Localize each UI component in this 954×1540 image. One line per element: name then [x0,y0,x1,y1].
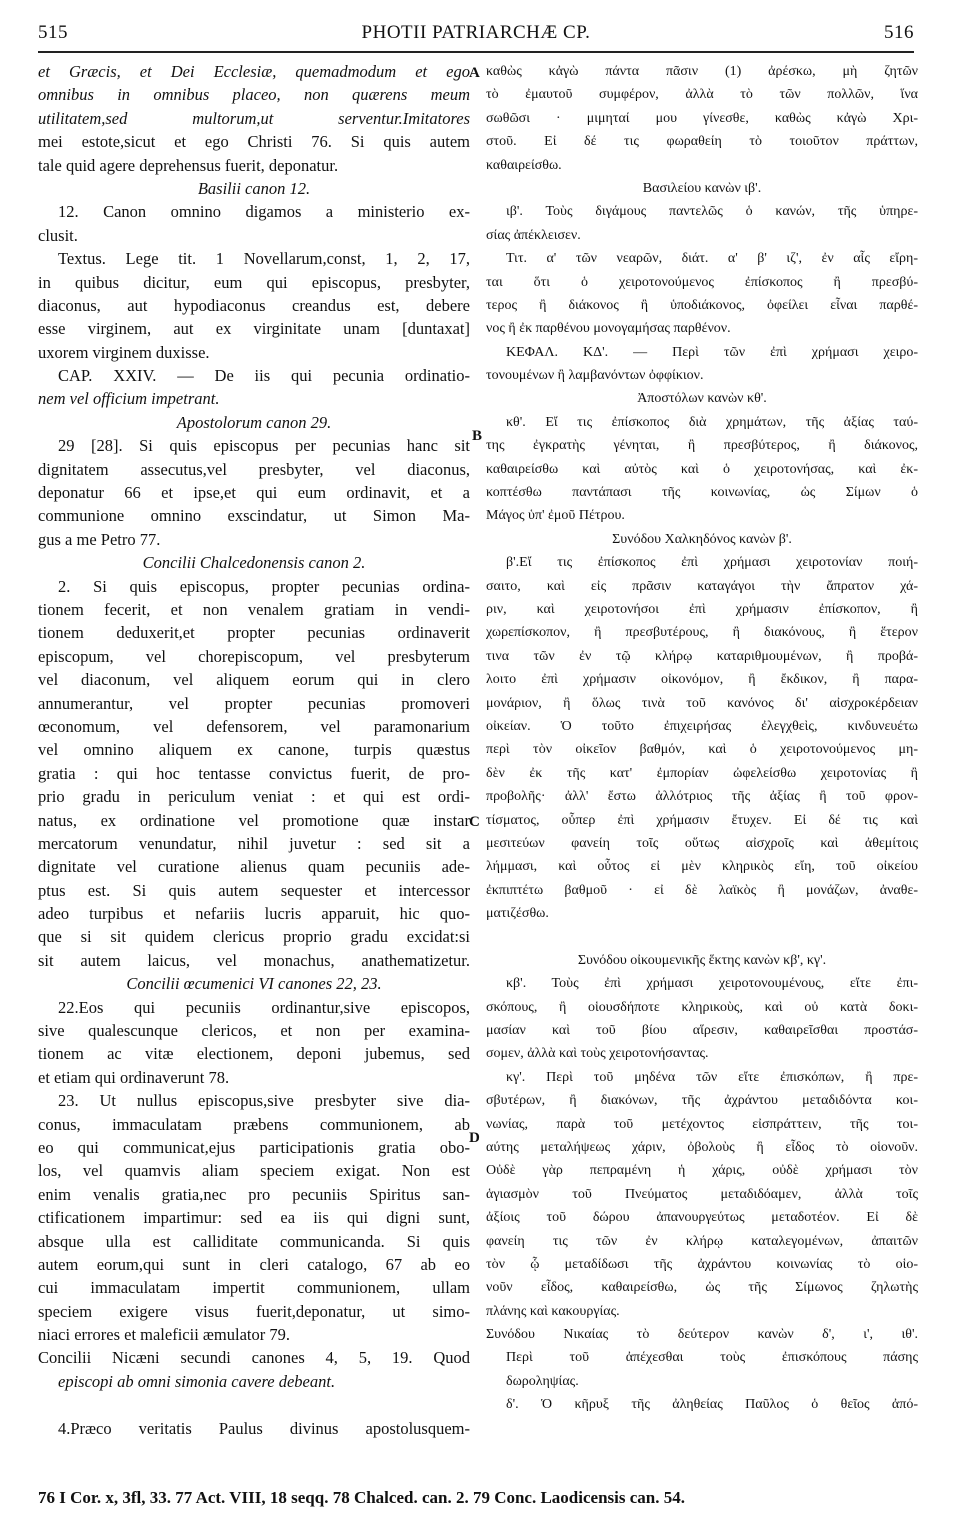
header-rule [38,51,914,53]
latin-text-line: natus, ex ordinatione vel promotione quæ instar [38,810,470,830]
latin-text-line: cui immaculatam impertit communionem, ullam [38,1278,470,1298]
latin-text-line: 22.Eos qui pecuniis ordinantur,sive episcopos, [58,997,470,1017]
margin-marker-d: D [469,1130,480,1146]
latin-text-line: communione omnino exscindatur, ut Simon Ma- [38,506,470,526]
greek-text-line: ΚΕΦΑΛ. ΚΔ'. — Περὶ τῶν ἐπὶ χρήμασι χειρο- [506,344,918,360]
greek-text-line: Συνόδου Χαλκηδόνος κανὼν β'. [612,531,792,547]
greek-text-line: κθ'. Εἴ τις ἐπίσκοπος διὰ χρημάτων, τῆς ἀξίας ταύ- [506,414,918,430]
greek-text-line: Οὐδὲ γὰρ πεπραμένη ἡ χάρις, οὐδὲ χρήμασι τὸν [486,1163,918,1179]
latin-text-line: que si sit quidem clericus proprio gradu excidat:si [38,927,470,947]
latin-text-line: 23. Ut nullus episcopus,sive presbyter sive dia- [58,1091,470,1111]
greek-text-line: κοπτέσθω παντάπασι τῆς κοινωνίας, ὡς Σίμων ὁ [486,485,918,501]
latin-text-line: dignitate vel curatione alienus quam pecuniis ade- [38,857,470,877]
greek-text-line: σωθῶσι · μιμηταί μου γίνεσθε, καθὼς κἀγὼ Χρι- [486,110,918,126]
latin-text-line: œconomum, vel defensorem, vel paramonarium [38,716,470,736]
latin-text-line: gus a me Petro 77. [38,529,161,549]
margin-marker-b: B [472,428,483,444]
latin-text-line: nem vel officium impetrant. [38,389,220,409]
margin-marker-a: A [469,65,480,81]
greek-text-line: πλάνης καὶ κακουργίας. [486,1303,620,1319]
greek-text-line: σαιτο, καὶ εἰς πρᾶσιν καταγάγοι τὴν ἄπρατον χά- [486,578,918,594]
latin-text-line: vel omnino aliquem ex canone, turpis quæstus [38,740,470,760]
greek-text-line: φανείη τις τῶν ἐν κλήρῳ καταλεγομένων, ἀπαιτῶν [486,1233,918,1249]
right-page-number: 516 [884,22,914,43]
latin-text-line: 2. Si quis episcopus, propter pecunias ordina- [58,576,470,596]
latin-column [38,60,470,1440]
latin-text-line: in quibus dicitur, eum qui episcopus, presbyter, [38,272,470,292]
latin-text-line: omnibus in omnibus placeo, non quærens meum [38,85,470,105]
greek-text-line: τὸν ᾧ μεταδίδωσι τῆς ἀχράντου κοινωνίας τὸ οἱο- [486,1256,918,1272]
greek-text-line: νος ἢ ἐκ παρθένου μονογαμήσας παρθένον. [486,321,731,337]
latin-text-line: tionem fecerit, et non venalem gratiam in vendi- [38,599,470,619]
greek-text-line: σομεν, ἀλλὰ καὶ τοὺς χειροτονήσαντας. [486,1046,709,1062]
greek-text-line: Συνόδου Νικαίας τὸ δεύτερον κανὼν δ', ι', ιθ'. [486,1327,918,1343]
latin-text-line: Concilii Nicæni secundi canones 4, 5, 19. Quod [38,1348,470,1368]
latin-text-line: enim venalis gratia,nec pro pecuniis Spiritus san- [38,1184,470,1204]
latin-text-line [38,1393,470,1416]
greek-text-line: τὸ ἐμαυτοῦ συμφέρον, ἀλλὰ τὸ τῶν πολλῶν, ἵνα [486,87,918,103]
latin-text-line: vel diaconum, vel aliquem eorum qui in clero [38,670,470,690]
latin-text-line: 29 [28]. Si quis episcopus per pecunias hanc sit [58,436,470,456]
greek-text-line: σίας ἀπέκλεισεν. [486,227,581,243]
latin-text-line: ptus est. Si quis autem sequester et intercessor [38,880,470,900]
latin-text-line: annumerantur, vel propter pecunias promoveri [38,693,470,713]
greek-text-line: περὶ τὸν οἰκεῖον βαθμόν, καὶ ὁ χειροτονούμενος μη- [486,742,918,758]
greek-text-line: νωνίας, παρὰ τοῦ μετέχοντος εἰσπράττειν, τῆς τοι- [486,1116,918,1132]
greek-text-line: καθαιρείσθω. [486,157,562,173]
latin-text-line: tionem deduxerit,et propter pecunias ordinaverit [38,623,470,643]
greek-column [486,60,918,1417]
latin-text-line: gratia : qui hoc tentasse convictus fuerit, de pro- [38,763,470,783]
greek-text-line: ριν, καὶ χειροτονήσοι ἐπὶ χρήμασιν ἐπίσκοπον, ἢ [486,601,918,617]
greek-text-line: της ἐγκρατὴς γένηται, ἢ πρεσβύτερος, ἢ διάκονος, [486,438,918,454]
greek-text-line: δὲν ἐκ τῆς κατ' ἐμπορίαν ὠφελείσθω χειροτονίας ἢ [486,765,918,781]
greek-text-line: μασίαν καὶ τοῦ βίου αἵρεσιν, καθαιρεῖσθαι προστάσ- [486,1023,918,1039]
latin-text-line: tale quid agere deprehensus fuerit, deponatur. [38,155,339,175]
latin-text-line: mercatorum venundatur, nihil juvetur : sed sit a [38,833,470,853]
latin-text-line: absque ulla est calliditate communicanda. Si quis [38,1231,470,1251]
latin-text-line: mei estote,sicut et ego Christi 76. Si quis autem [38,132,470,152]
greek-text-line: μονάριον, ἢ ὅλως τινὰ τοῦ κανόνος δι' αἰσχροκέρδειαν [486,695,918,711]
greek-text-line [486,925,918,948]
greek-text-line: τινα τῶν ἐν τῷ κλήρῳ καταριθμουμένων, ἢ προβά- [486,648,918,664]
greek-text-line: ἐκπιπτέτω βαθμοῦ · εἰ δὲ λαϊκὸς ἢ μονάζων, ἀναθε- [486,882,918,898]
greek-text-line: τονουμένων ἢ λαμβανόντων ὀφφίκιον. [486,368,704,384]
greek-text-line: β'.Εἴ τις ἐπίσκοπος ἐπὶ χρήμασι χειροτονίαν ποιή- [506,555,918,571]
greek-text-line: ιβ'. Τοὺς διγάμους παντελῶς ὁ κανών, τῆς ὑπηρε- [506,204,918,220]
greek-text-line: σβυτέρων, ἢ διακόνων, τῆς ἀχράντου μεταδιδόντα κοι- [486,1093,918,1109]
greek-text-line: Τιτ. α' τῶν νεαρῶν, διάτ. α' β' ιζ', ἐν αἷς εἴρη- [506,251,918,267]
latin-text-line: diaconus, aut hypodiaconus creandus est, debere [38,295,470,315]
greek-text-line: νοῦν εἶδος, καθαιρείσθω, ὡς τῆς Σίμωνος ζηλωτὴς [486,1280,918,1296]
page-header [38,14,914,50]
greek-text-line: αύτης μεταλήψεως χάριν, ὀβολοὺς ἢ εἶδος τὸ οἱονοῦν. [486,1139,918,1155]
latin-text-line: esse virginem, aut ex virginitate unam [duntaxat] [38,319,470,339]
latin-text-line: Basilii canon 12. [197,178,311,198]
latin-text-line: adeo turpibus et nefariis lucris apparuit, hic quo- [38,904,470,924]
latin-text-line: tionem ac vitæ electionem, deponi jubemus, sed [38,1044,470,1064]
greek-text-line: δ'. Ὁ κῆρυξ τῆς ἀληθείας Παῦλος ὁ θεῖος ἀπό- [506,1397,918,1413]
latin-text-line: Apostolorum canon 29. [176,412,332,432]
latin-text-line: Textus. Lege tit. 1 Novellarum,const, 1, 2, 17, [58,249,470,269]
latin-text-line: autem eorum,qui sunt in cleri catalogo, 67 ab eo [38,1254,470,1274]
latin-text-line: et etiam qui ordinaverunt 78. [38,1067,230,1087]
greek-text-line: Περὶ τοῦ ἀπέχεσθαι τοὺς ἐπισκόπους πάσης [506,1350,918,1366]
greek-text-line: ματιζέσθω. [486,906,549,922]
latin-text-line: 12. Canon omnino digamos a ministerio ex- [58,202,470,222]
greek-text-line: Ἀποστόλων κανὼν κθ'. [637,391,767,407]
latin-text-line: conus, immaculatam præbens communionem, ab [38,1114,470,1134]
greek-text-line: οἰκείαν. Ὁ τοῦτο ἐπιχειρήσας ἐλεγχθεὶς, κινδυνευέτω [486,718,918,734]
latin-text-line: CAP. XXIV. — De iis qui pecunia ordinatio- [58,366,470,386]
latin-text-line: uxorem virginem duxisse. [38,342,210,362]
greek-text-line: λοιτο ἐπὶ χρήμασιν οἰκονόμον, ἢ ἔκδικον, ἢ παρα- [486,672,918,688]
latin-text-line: eo qui communicat,ejus participationis gratia obo- [38,1137,470,1157]
greek-text-line: τίσματος, οὗπερ ἐπὶ χρήμασιν ἔτυχεν. Εἰ δέ τις καὶ [486,812,918,828]
latin-text-line: speciem exigere visus fuerit,deponatur, ut simo- [38,1301,470,1321]
greek-text-line: ται ὅτι ὁ χειροτονούμενος ἐπίσκοπος ἢ πρεσβύ- [486,274,918,290]
greek-text-line: κγ'. Περὶ τοῦ μηδένα τῶν εἴτε ἐπισκόπων, ἢ πρε- [506,1069,918,1085]
latin-text-line: utilitatem,sed multorum,ut serventur.Imitatores [38,108,470,128]
latin-text-line: episcopi ab omni simonia cavere debeant. [58,1371,336,1391]
latin-text-line: Concilii Chalcedonensis canon 2. [142,553,366,573]
latin-text-line: deponatur 66 et ipse,et qui eum ordinavit, et a [38,483,470,503]
greek-text-line: καθὼς κἀγὼ πάντα πᾶσιν (1) ἀρέσκω, μὴ ζητῶν [486,64,918,79]
greek-text-line: προβολῆς· ἀλλ' ἔστω ἀλλότριος τῆς ἀξίας ἢ τοῦ φρον- [486,789,918,805]
greek-text-line: Συνόδου οἰκουμενικῆς ἕκτης κανὼν κβ', κγ'. [577,952,827,968]
greek-text-line: ἀξίοις τοῦ δώρου ἀπανουργεύτως μεταδοτέον. Εἰ δὲ [486,1210,918,1226]
latin-text-line: Concilii œcumenici VI canones 22, 23. [126,974,382,994]
greek-text-line: ἁγιασμὸν τοῦ Πνεύματος μεταδιδόαμεν, ἀλλὰ τοῖς [486,1186,918,1202]
greek-text-line: στοῦ. Εἰ δέ τις φωραθείη τὸ τοιοῦτον πράττων, [486,134,918,150]
latin-text-line: sive qualescunque clericos, et non per examina- [38,1021,470,1041]
left-page-number: 515 [38,22,68,43]
greek-text-line: τερος ἢ διάκονος ἢ ὑποδιάκονος, ὀφείλει εἶναι παρθέ- [486,297,918,313]
running-title: PHOTII PATRIARCHÆ CP. [361,22,591,43]
latin-text-line: los, vel quamvis aliam speciem exigat. Non est [38,1161,470,1181]
footnotes: 76 I Cor. x, 3fl, 33. 77 Act. VIII, 18 seqq. 78 Chalced. can. 2. 79 Conc. Laodicensis can. 54. [38,1488,685,1507]
latin-text-line: 4.Præco veritatis Paulus divinus apostolusquem- [58,1418,470,1438]
greek-text-line: λήμμασι, καὶ οὗτος εἰ μὲν κληρικὸς εἴη, τοῦ οἰκείου [486,859,918,875]
greek-text-line: Μάγος ὑπ' ἐμοῦ Πέτρου. [486,508,625,524]
latin-text-line: et Græcis, et Dei Ecclesiæ, quemadmodum et ego [38,62,470,81]
latin-text-line: episcopum, vel chorepiscopum, vel presbyterum [38,646,470,666]
greek-text-line: κβ'. Τοὺς ἐπὶ χρήμασι χειροτονουμένους, εἴτε ἐπι- [506,976,918,992]
latin-text-line: dignitatem assecutus,vel presbyter, vel diaconus, [38,459,470,479]
greek-text-line: Βασιλείου κανὼν ιβ'. [642,180,762,196]
latin-text-line: sit autem laicus, vel monachus, anathematizetur. [38,950,470,970]
latin-text-line: clusit. [38,225,78,245]
margin-marker-c: C [469,814,480,830]
greek-text-line: σκόπους, ἢ οἱουσδήποτε κληρικοὺς, καὶ οὐ κατὰ δοκι- [486,999,918,1015]
greek-text-line: μεσιτεύων φανείη τοῖς οὕτως αἰσχροῖς καὶ ἀθεμίτοις [486,835,918,851]
greek-text-line: καθαιρείσθω καὶ αὐτὸς καὶ ὁ χειροτονήσας, καὶ ἐκ- [486,461,918,477]
greek-text-line: δωροληψίας. [506,1373,579,1389]
latin-text-line: ctificationem impartimur: sed ea iis qui digni sunt, [38,1208,470,1228]
greek-text-line: χωρεπίσκοπον, ἢ πρεσβυτέρους, ἢ διακόνους, ἢ ἕτερον [486,625,918,641]
latin-text-line: prio gradu in periculum veniat : et qui est ordi- [38,787,470,807]
latin-text-line: niaci errores et maleficii æmulator 79. [38,1325,290,1345]
